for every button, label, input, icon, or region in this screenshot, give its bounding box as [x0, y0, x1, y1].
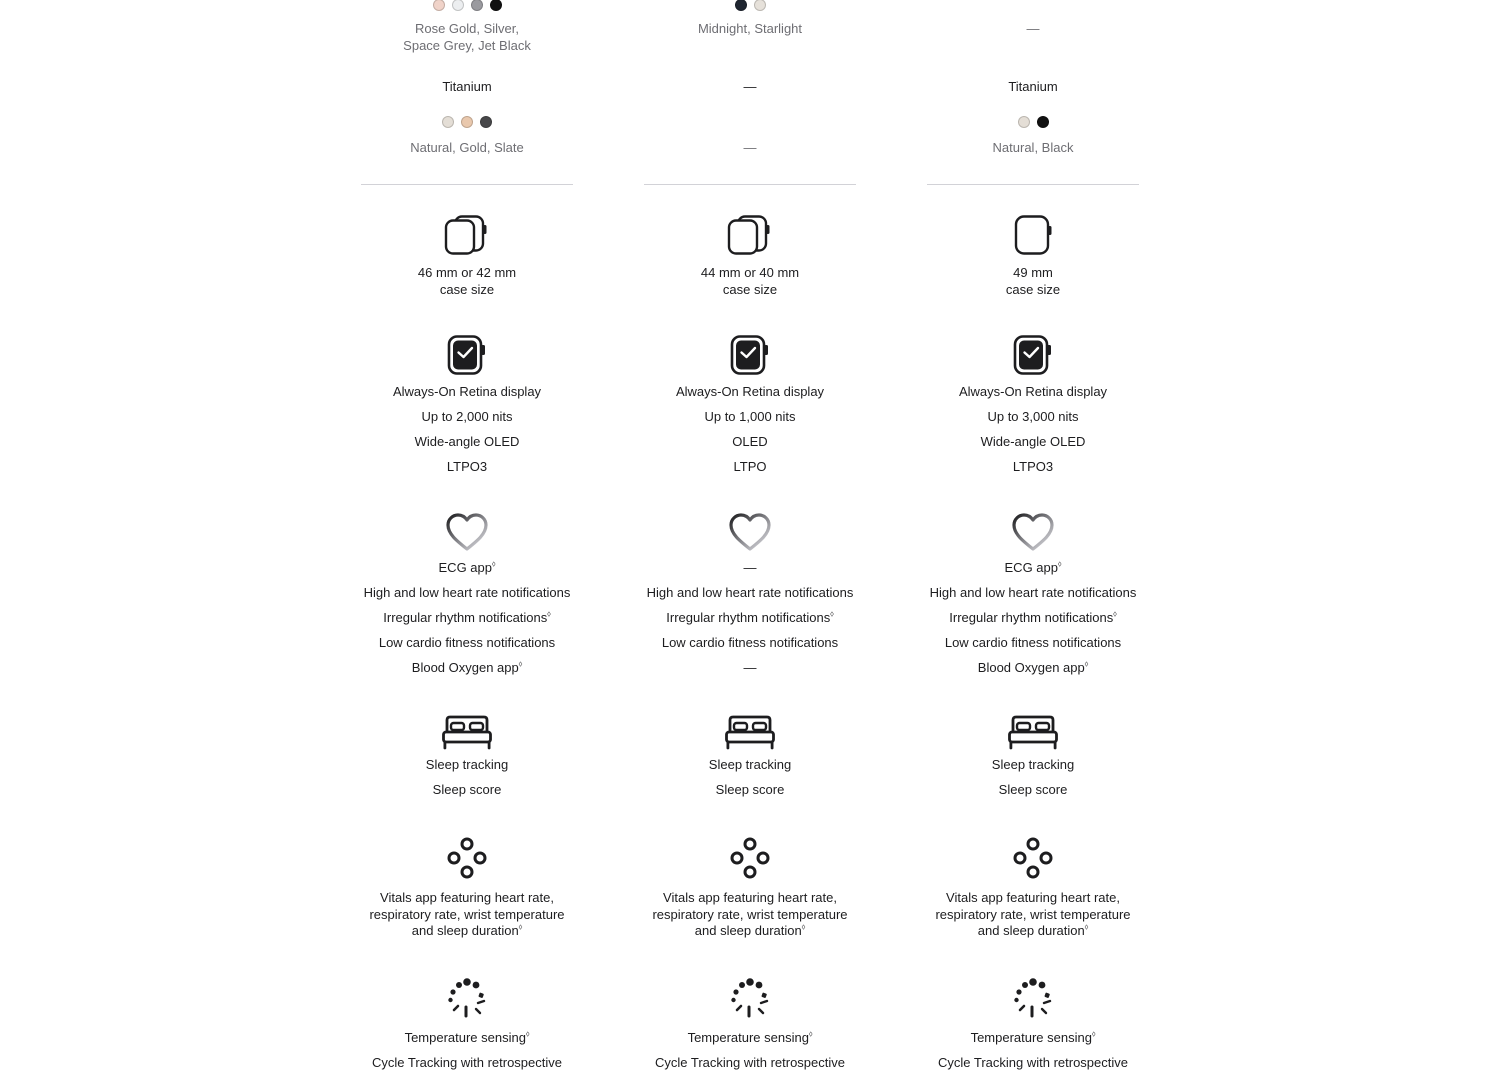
- case-size: 46 mm or 42 mm case size: [417, 265, 517, 297]
- finish-swatches: [357, 0, 577, 11]
- display-feature-3: Wide-angle OLED: [414, 434, 520, 449]
- color-swatch: [735, 0, 747, 11]
- health-feature-1: —: [743, 560, 757, 575]
- display-feature-2: Up to 2,000 nits: [421, 409, 513, 424]
- watch-display-icon: [357, 335, 577, 375]
- health-feature-4: Low cardio fitness notifications: [944, 635, 1122, 650]
- temperature-icon: [357, 976, 577, 1020]
- cycle-tracking-feature: Cycle Tracking with retrospective: [937, 1055, 1128, 1070]
- health-feature-2: High and low heart rate notifications: [929, 585, 1137, 600]
- color-swatch: [442, 116, 454, 128]
- display-feature-4: LTPO: [733, 459, 767, 474]
- heart-icon: [640, 512, 860, 552]
- display-feature-2: Up to 1,000 nits: [704, 409, 796, 424]
- case-size: 49 mm case size: [1005, 265, 1061, 297]
- bed-icon: [640, 714, 860, 750]
- material-label: Titanium: [1008, 79, 1058, 94]
- sleep-feature-2: Sleep score: [998, 782, 1068, 797]
- material-label: —: [743, 79, 757, 94]
- sleep-feature-1: Sleep tracking: [708, 757, 792, 772]
- sleep-feature-1: Sleep tracking: [991, 757, 1075, 772]
- heart-icon: [357, 512, 577, 552]
- vitals-description: Vitals app featuring heart rate, respiratory rate, wrist temperature and sleep duration◊: [652, 890, 848, 938]
- vitals-description: Vitals app featuring heart rate, respiratory rate, wrist temperature and sleep duration◊: [935, 890, 1131, 938]
- health-feature-5: Blood Oxygen app◊: [411, 660, 523, 675]
- health-feature-2: High and low heart rate notifications: [646, 585, 854, 600]
- material-colors: Natural, Gold, Slate: [410, 140, 524, 155]
- finish-colors: —: [1026, 21, 1040, 36]
- color-swatch: [1018, 116, 1030, 128]
- color-swatch: [1037, 116, 1049, 128]
- display-feature-4: LTPO3: [1012, 459, 1054, 474]
- temperature-icon: [923, 976, 1143, 1020]
- display-feature-1: Always-On Retina display: [675, 384, 825, 399]
- health-feature-3: Irregular rhythm notifications◊: [666, 610, 834, 625]
- temperature-feature: Temperature sensing◊: [970, 1030, 1096, 1045]
- vitals-icon: [923, 836, 1143, 880]
- display-feature-1: Always-On Retina display: [958, 384, 1108, 399]
- single-case-icon: [923, 215, 1143, 255]
- section-divider: [644, 184, 856, 185]
- finish-swatches: [640, 0, 860, 11]
- cycle-tracking-feature: Cycle Tracking with retrospective: [371, 1055, 562, 1070]
- material-swatches: [923, 116, 1143, 128]
- health-feature-3: Irregular rhythm notifications◊: [383, 610, 551, 625]
- display-feature-3: OLED: [732, 434, 768, 449]
- bed-icon: [357, 714, 577, 750]
- health-feature-3: Irregular rhythm notifications◊: [949, 610, 1117, 625]
- health-feature-2: High and low heart rate notifications: [363, 585, 571, 600]
- color-swatch: [480, 116, 492, 128]
- health-feature-1: ECG app◊: [1004, 560, 1062, 575]
- watch-display-icon: [923, 335, 1143, 375]
- finish-colors: Rose Gold, Silver, Space Grey, Jet Black: [403, 21, 531, 53]
- sleep-feature-1: Sleep tracking: [425, 757, 509, 772]
- bed-icon: [923, 714, 1143, 750]
- material-swatches: [357, 116, 577, 128]
- health-feature-1: ECG app◊: [438, 560, 496, 575]
- material-label: Titanium: [442, 79, 492, 94]
- color-swatch: [461, 116, 473, 128]
- vitals-description: Vitals app featuring heart rate, respiratory rate, wrist temperature and sleep duration◊: [369, 890, 565, 938]
- case-size: 44 mm or 40 mm case size: [700, 265, 800, 297]
- section-divider: [927, 184, 1139, 185]
- health-feature-4: Low cardio fitness notifications: [661, 635, 839, 650]
- two-cases-icon: [357, 215, 577, 255]
- display-feature-1: Always-On Retina display: [392, 384, 542, 399]
- vitals-icon: [357, 836, 577, 880]
- material-swatches: [640, 116, 860, 128]
- sleep-feature-2: Sleep score: [715, 782, 785, 797]
- color-swatch: [433, 0, 445, 11]
- cycle-tracking-feature: Cycle Tracking with retrospective: [654, 1055, 845, 1070]
- color-swatch: [754, 0, 766, 11]
- health-feature-5: Blood Oxygen app◊: [977, 660, 1089, 675]
- sleep-feature-2: Sleep score: [432, 782, 502, 797]
- health-feature-5: —: [743, 660, 757, 675]
- temperature-feature: Temperature sensing◊: [687, 1030, 813, 1045]
- display-feature-2: Up to 3,000 nits: [987, 409, 1079, 424]
- finish-colors: Midnight, Starlight: [697, 21, 803, 36]
- finish-swatches: [923, 0, 1143, 11]
- temperature-feature: Temperature sensing◊: [404, 1030, 530, 1045]
- vitals-icon: [640, 836, 860, 880]
- temperature-icon: [640, 976, 860, 1020]
- color-swatch: [471, 0, 483, 11]
- heart-icon: [923, 512, 1143, 552]
- color-swatch: [452, 0, 464, 11]
- watch-display-icon: [640, 335, 860, 375]
- material-colors: —: [743, 140, 757, 155]
- two-cases-icon: [640, 215, 860, 255]
- section-divider: [361, 184, 573, 185]
- display-feature-3: Wide-angle OLED: [980, 434, 1086, 449]
- material-colors: Natural, Black: [992, 140, 1074, 155]
- health-feature-4: Low cardio fitness notifications: [378, 635, 556, 650]
- color-swatch: [490, 0, 502, 11]
- display-feature-4: LTPO3: [446, 459, 488, 474]
